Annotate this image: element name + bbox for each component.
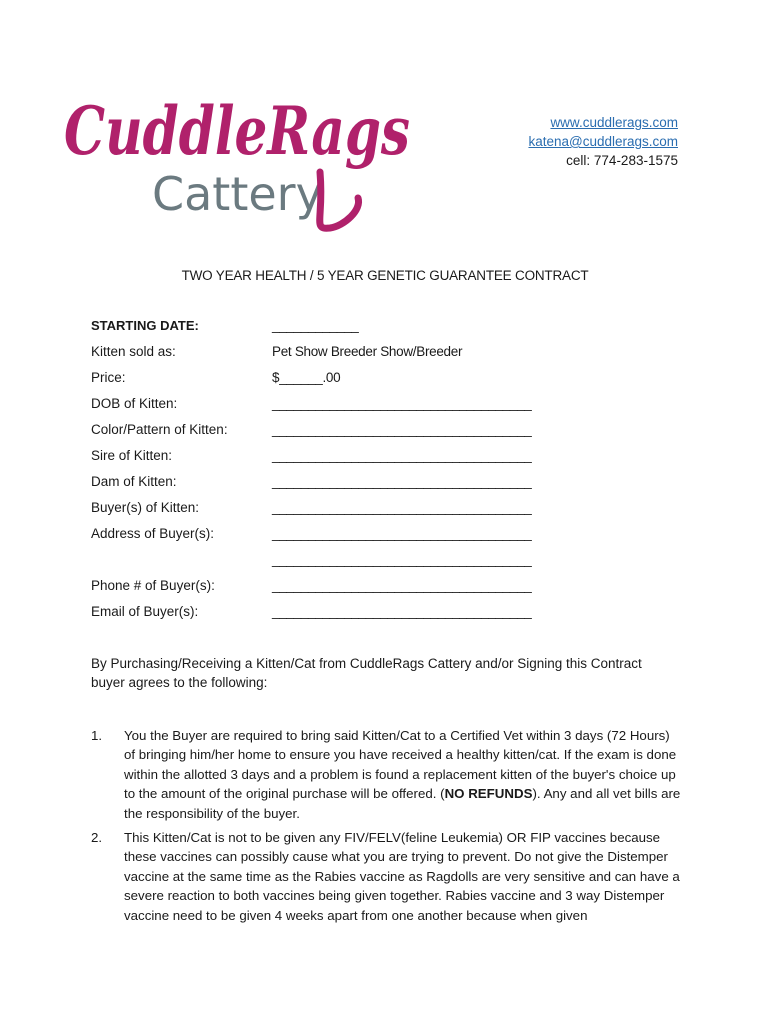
- logo-swash-icon: [320, 172, 359, 228]
- form-row: [91, 526, 551, 552]
- form-row: [91, 500, 551, 526]
- form-row: [91, 552, 551, 578]
- list-item: [91, 828, 681, 925]
- form-row: [91, 344, 551, 370]
- term-text: [124, 726, 681, 823]
- row-label: Phone # of Buyer(s):: [91, 578, 215, 593]
- form-row: [91, 474, 551, 500]
- row-label: Address of Buyer(s):: [91, 526, 215, 541]
- website-link[interactable]: www.cuddlerags.com: [550, 115, 678, 130]
- row-value: ____________________________________: [272, 578, 532, 593]
- row-value: ____________________________________: [272, 396, 532, 411]
- intro-paragraph: By Purchasing/Receiving a Kitten/Cat from CuddleRags Cattery and/or Signing this Contract buyer agrees to the following:: [91, 656, 642, 690]
- form-row: [91, 370, 551, 396]
- row-label: Color/Pattern of Kitten:: [91, 422, 228, 437]
- term-text: [124, 828, 681, 925]
- term-number: 2.: [91, 830, 103, 846]
- row-value: ____________________________________: [272, 604, 532, 619]
- row-label: Kitten sold as:: [91, 344, 176, 359]
- row-value: ____________: [272, 318, 359, 333]
- row-label: STARTING DATE:: [91, 318, 199, 333]
- term-text-bold: NO REFUNDS: [444, 786, 533, 802]
- term-text-part: This Kitten/Cat is not to be given any FIV/FELV(feline Leukemia) OR FIP vaccines because these vaccines can possibly cause what you are trying to prevent. Do not give the Distemper vaccine at the same time as the Rabies vaccine as Ragdolls are very sensitive and can have a severe reaction to both vaccines being given together. Rabies vaccine and 3 way Distemper vaccine need to be given 4 weeks apart from one another because when given: [124, 830, 680, 923]
- row-value: ____________________________________: [272, 526, 532, 541]
- form-row: [91, 318, 551, 344]
- contact-block: [528, 113, 678, 170]
- form-row: [91, 422, 551, 448]
- cell-phone: cell: 774-283-1575: [566, 153, 678, 168]
- terms-list: [91, 726, 681, 930]
- row-label: Dam of Kitten:: [91, 474, 177, 489]
- logo-graphic: [62, 80, 422, 240]
- row-value: ____________________________________: [272, 500, 532, 515]
- logo-top-word: CuddleRags: [64, 92, 410, 170]
- list-item: [91, 726, 681, 823]
- logo-bottom-word: Cattery: [152, 167, 323, 221]
- cuddlerags-cattery-logo: [62, 80, 422, 240]
- row-label: Price:: [91, 370, 126, 385]
- form-row: [91, 396, 551, 422]
- row-value: ____________________________________: [272, 552, 532, 567]
- term-number: 1.: [91, 728, 103, 743]
- row-value: ____________________________________: [272, 448, 532, 463]
- row-value: ____________________________________: [272, 474, 532, 489]
- form-row: [91, 578, 551, 604]
- term-text-part: ). Any and all vet bills are the responsibility of the buyer.: [124, 786, 681, 821]
- contract-form: [91, 318, 551, 630]
- form-row: [91, 604, 551, 630]
- row-label: Sire of Kitten:: [91, 448, 173, 463]
- contract-title: TWO YEAR HEALTH / 5 YEAR GENETIC GUARANTEE CONTRACT: [181, 268, 589, 283]
- row-value: $______.00: [272, 370, 341, 385]
- form-row: [91, 448, 551, 474]
- email-link[interactable]: katena@cuddlerags.com: [528, 134, 678, 149]
- row-value: ____________________________________: [272, 422, 532, 437]
- row-label: Buyer(s) of Kitten:: [91, 500, 200, 515]
- row-label: DOB of Kitten:: [91, 396, 178, 411]
- row-label: Email of Buyer(s):: [91, 604, 199, 619]
- term-text-part: You the Buyer are required to bring said Kitten/Cat to a Certified Vet within 3 days (72 Hours) of bringing him/her home to ensure you have received a healthy kitten/cat. If the exam is done within the allotted 3 days and a problem is found a replacement kitten of the buyer's choice up to the amount of the original purchase will be offered. (: [124, 728, 677, 802]
- row-value: Pet Show Breeder Show/Breeder: [272, 344, 463, 359]
